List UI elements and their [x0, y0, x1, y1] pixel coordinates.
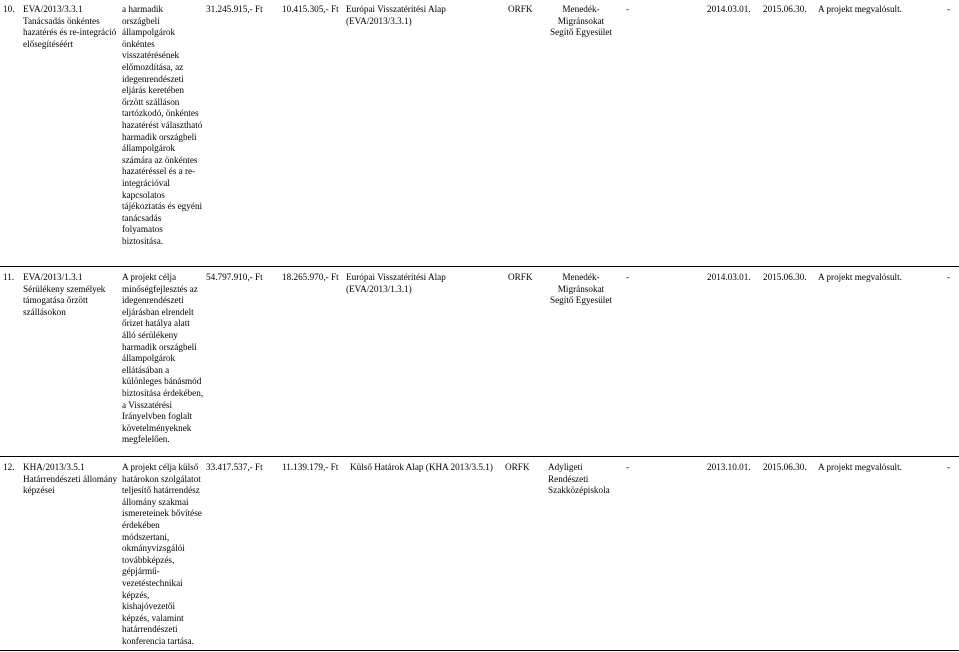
- row-number: 12.: [3, 462, 15, 472]
- project-title: EVA/2013/3.3.1 Tanácsadás önkéntes hazatérés és re-integráció elősegítéséért: [23, 4, 117, 49]
- empty-marker: -: [947, 4, 951, 14]
- row-divider: [0, 456, 959, 457]
- fund-name: Európai Visszatérítési Alap (EVA/2013/1.3.1): [346, 272, 446, 294]
- end-date: 2015.06.30.: [763, 462, 807, 472]
- project-description: a harmadik országbeli állampolgárok önkéntes visszatérésének előmozdítása, az idegenrendészeti eljárás keretében őrzött szálláson tartózkodó, önkéntes hazatérést választható harmadik országbeli állampolgárok számára az önkéntes hazatéréssel és a re- integrációval kapcsolatos tájékoztatás és egyéni tanácsadás folyamatos biztosítása.: [122, 4, 203, 246]
- row-number: 11.: [3, 272, 15, 282]
- project-status: A projekt megvalósult.: [818, 4, 902, 14]
- partner-organization: Adyligeti Rendészeti Szakközépiskola: [548, 462, 610, 496]
- fund-name: Európai Visszatérítési Alap (EVA/2013/3.3.1): [346, 4, 446, 26]
- start-date: 2013.10.01.: [707, 462, 751, 472]
- project-title: KHA/2013/3.5.1 Határrendészeti állomány képzései: [23, 462, 118, 496]
- empty-marker: -: [947, 272, 951, 282]
- fund-name: Külső Határok Alap (KHA 2013/3.5.1): [350, 462, 493, 472]
- start-date: 2014.03.01.: [707, 4, 751, 14]
- project-status: A projekt megvalósult.: [818, 462, 902, 472]
- empty-marker: -: [947, 462, 951, 472]
- row-divider: [0, 650, 959, 651]
- end-date: 2015.06.30.: [763, 4, 807, 14]
- eu-amount: 11.139.179,- Ft: [282, 462, 339, 472]
- total-amount: 33.417.537,- Ft: [206, 462, 263, 472]
- row-number: 10.: [3, 4, 15, 14]
- authority: ORFK: [508, 4, 533, 14]
- row-divider: [0, 266, 959, 267]
- eu-amount: 18.265.970,- Ft: [282, 272, 339, 282]
- end-date: 2015.06.30.: [763, 272, 807, 282]
- partner-organization: Menedék- Migránsokat Segítő Egyesület: [549, 4, 612, 38]
- empty-marker: -: [626, 4, 630, 14]
- project-description: A projekt célja külső határokon szolgálatot teljesítő határrendész állomány szakmai ismereteinek bővítése érdekében módszertani, okmányvizsgálói továbbképzés, gépjármű- vezetéstechnikai képzés, kishajóvezetői képzés, valamint határrendészeti konferencia tartása.: [122, 462, 202, 646]
- total-amount: 54.797.910,- Ft: [206, 272, 263, 282]
- total-amount: 31.245.915,- Ft: [206, 4, 263, 14]
- empty-marker: -: [626, 462, 630, 472]
- authority: ORFK: [508, 272, 533, 282]
- authority: ORFK: [505, 462, 530, 472]
- project-status: A projekt megvalósult.: [818, 272, 902, 282]
- partner-organization: Menedék- Migránsokat Segítő Egyesület: [549, 272, 612, 306]
- project-title: EVA/2013/1.3.1 Sérülékeny személyek támogatása őrzött szállásokon: [23, 272, 106, 317]
- start-date: 2014.03.01.: [707, 272, 751, 282]
- empty-marker: -: [626, 272, 630, 282]
- project-description: A projekt célja minőségfejlesztés az idegenrendészeti eljárásban elrendelt őrizet hatálya alatt álló sérülékeny harmadik országbeli állampolgárok ellátásában a különleges bánásmód biztosítása érdekében, a Visszatérési Irányelvben foglalt követelményeknek megfelelően.: [122, 272, 204, 445]
- eu-amount: 10.415.305,- Ft: [282, 4, 339, 14]
